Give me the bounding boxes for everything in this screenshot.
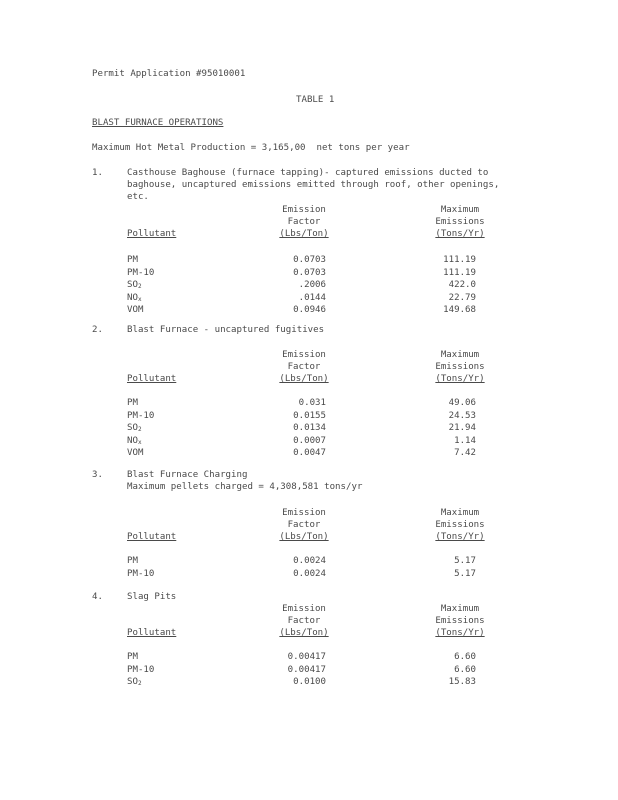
pollutant-name: PM (127, 652, 138, 662)
col-header-emission: Emission (282, 508, 326, 518)
section-number: 3. (92, 470, 103, 480)
pollutant-subscript: 2 (137, 283, 142, 290)
section-title-line: Slag Pits (127, 592, 177, 602)
col-header-tons-yr: (Tons/Yr) (435, 532, 485, 542)
col-header-lbs-ton: (Lbs/Ton) (279, 628, 329, 638)
pollutant-name: VOM (127, 448, 144, 458)
production-line: Maximum Hot Metal Production = 3,165,00 net tons per year (92, 143, 410, 153)
max-emissions-value: 6.60 (454, 664, 476, 675)
section-title-line: Casthouse Baghouse (furnace tapping)- captured emissions ducted to (127, 168, 489, 178)
max-emissions-value: 24.53 (448, 410, 476, 421)
emission-factor-value: 0.0100 (293, 677, 326, 687)
max-emissions-value: 21.94 (448, 423, 476, 433)
col-header-maximum: Maximum (440, 604, 480, 614)
emission-factor-value: .0144 (298, 292, 326, 303)
pollutant-cell (127, 677, 142, 688)
section-title: BLAST FURNACE OPERATIONS (92, 118, 224, 128)
max-emissions-value: 15.83 (448, 677, 476, 687)
col-header-emissions: Emissions (435, 520, 485, 530)
section-title-line: Blast Furnace - uncaptured fugitives (127, 325, 325, 335)
pollutant-subscript: x (137, 438, 142, 446)
emission-factor-value: 0.0703 (293, 267, 326, 278)
col-header-pollutant: Pollutant (127, 628, 177, 638)
max-emissions-value: 7.42 (454, 448, 476, 458)
emission-factor-value: 0.0007 (293, 435, 326, 446)
section-number: 2. (92, 325, 103, 335)
section-title-line: Blast Furnace Charging (127, 470, 248, 480)
pollutant-cell (127, 305, 143, 316)
emission-factor-value: .2006 (298, 280, 326, 290)
emission-factor-value: 0.0703 (293, 255, 326, 265)
emission-factor-value: 0.031 (298, 398, 326, 408)
max-emissions-value: 422.0 (448, 280, 476, 290)
emission-factor-value: 0.0047 (293, 448, 326, 458)
pollutant-cell (127, 398, 138, 409)
col-header-factor: Factor (287, 362, 321, 372)
col-header-emission: Emission (282, 205, 326, 215)
pollutant-cell (127, 556, 138, 567)
emission-factor-value: 0.0155 (293, 410, 326, 421)
emission-factor-value: 0.0024 (293, 556, 326, 566)
col-header-factor: Factor (287, 217, 321, 227)
emission-factor-value: 0.0134 (293, 423, 326, 433)
col-header-emission: Emission (282, 350, 326, 360)
pollutant-name: PM-10 (127, 664, 155, 675)
pollutant-cell (127, 293, 142, 304)
max-emissions-value: 5.17 (454, 568, 476, 579)
col-header-emissions: Emissions (435, 217, 485, 227)
max-emissions-value: 49.06 (448, 398, 476, 408)
permit-header: Permit Application #95010001 (92, 69, 246, 79)
pollutant-cell (127, 652, 138, 663)
col-header-lbs-ton: (Lbs/Ton) (279, 229, 329, 239)
col-header-emissions: Emissions (435, 362, 485, 372)
max-emissions-value: 22.79 (448, 292, 476, 303)
col-header-lbs-ton: (Lbs/Ton) (279, 374, 329, 384)
pollutant-cell (127, 665, 154, 676)
emission-factor-value: 0.0024 (293, 568, 326, 579)
pollutant-cell (127, 569, 154, 580)
max-emissions-value: 111.19 (443, 267, 476, 278)
pollutant-name: VOM (127, 305, 144, 315)
pollutant-subscript: 2 (137, 426, 142, 433)
table-title: TABLE 1 (296, 95, 335, 105)
pollutant-name: PM (127, 556, 138, 566)
section-title-line: etc. (127, 192, 149, 202)
pollutant-name: NO (127, 435, 138, 446)
col-header-emissions: Emissions (435, 616, 485, 626)
max-emissions-value: 149.68 (443, 305, 476, 315)
col-header-tons-yr: (Tons/Yr) (435, 628, 485, 638)
pollutant-cell (127, 280, 142, 291)
col-header-pollutant: Pollutant (127, 229, 177, 239)
col-header-tons-yr: (Tons/Yr) (435, 374, 485, 384)
pollutant-name: PM (127, 255, 138, 265)
col-header-maximum: Maximum (440, 205, 480, 215)
section-number: 1. (92, 168, 103, 178)
col-header-pollutant: Pollutant (127, 374, 177, 384)
section-number: 4. (92, 592, 103, 602)
emission-factor-value: 0.00417 (287, 652, 326, 662)
pollutant-cell (127, 448, 143, 459)
pollutant-cell (127, 436, 142, 447)
col-header-emission: Emission (282, 604, 326, 614)
pollutant-cell (127, 255, 138, 266)
col-header-lbs-ton: (Lbs/Ton) (279, 532, 329, 542)
pollutant-name: NO (127, 292, 138, 303)
section-title-line: baghouse, uncaptured emissions emitted through roof, other openings, (127, 180, 500, 190)
emission-factor-value: 0.0946 (293, 305, 326, 315)
pollutant-name: SO (127, 677, 138, 687)
pollutant-name: PM-10 (127, 410, 155, 421)
pollutant-cell (127, 268, 154, 279)
pollutant-cell (127, 411, 154, 422)
col-header-maximum: Maximum (440, 508, 480, 518)
pollutant-name: PM-10 (127, 267, 155, 278)
pollutant-name: SO (127, 280, 138, 290)
col-header-factor: Factor (287, 616, 321, 626)
col-header-pollutant: Pollutant (127, 532, 177, 542)
pollutant-name: PM-10 (127, 568, 155, 579)
emission-factor-value: 0.00417 (287, 664, 326, 675)
col-header-tons-yr: (Tons/Yr) (435, 229, 485, 239)
max-emissions-value: 1.14 (454, 435, 476, 446)
col-header-maximum: Maximum (440, 350, 480, 360)
max-emissions-value: 111.19 (443, 255, 476, 265)
col-header-factor: Factor (287, 520, 321, 530)
pollutant-subscript: 2 (137, 680, 142, 687)
pollutant-subscript: x (137, 295, 142, 303)
pollutant-name: PM (127, 398, 138, 408)
pollutant-cell (127, 423, 142, 434)
max-emissions-value: 5.17 (454, 556, 476, 566)
max-emissions-value: 6.60 (454, 652, 476, 662)
pollutant-name: SO (127, 423, 138, 433)
section-title-line: Maximum pellets charged = 4,308,581 tons/yr (127, 482, 363, 492)
